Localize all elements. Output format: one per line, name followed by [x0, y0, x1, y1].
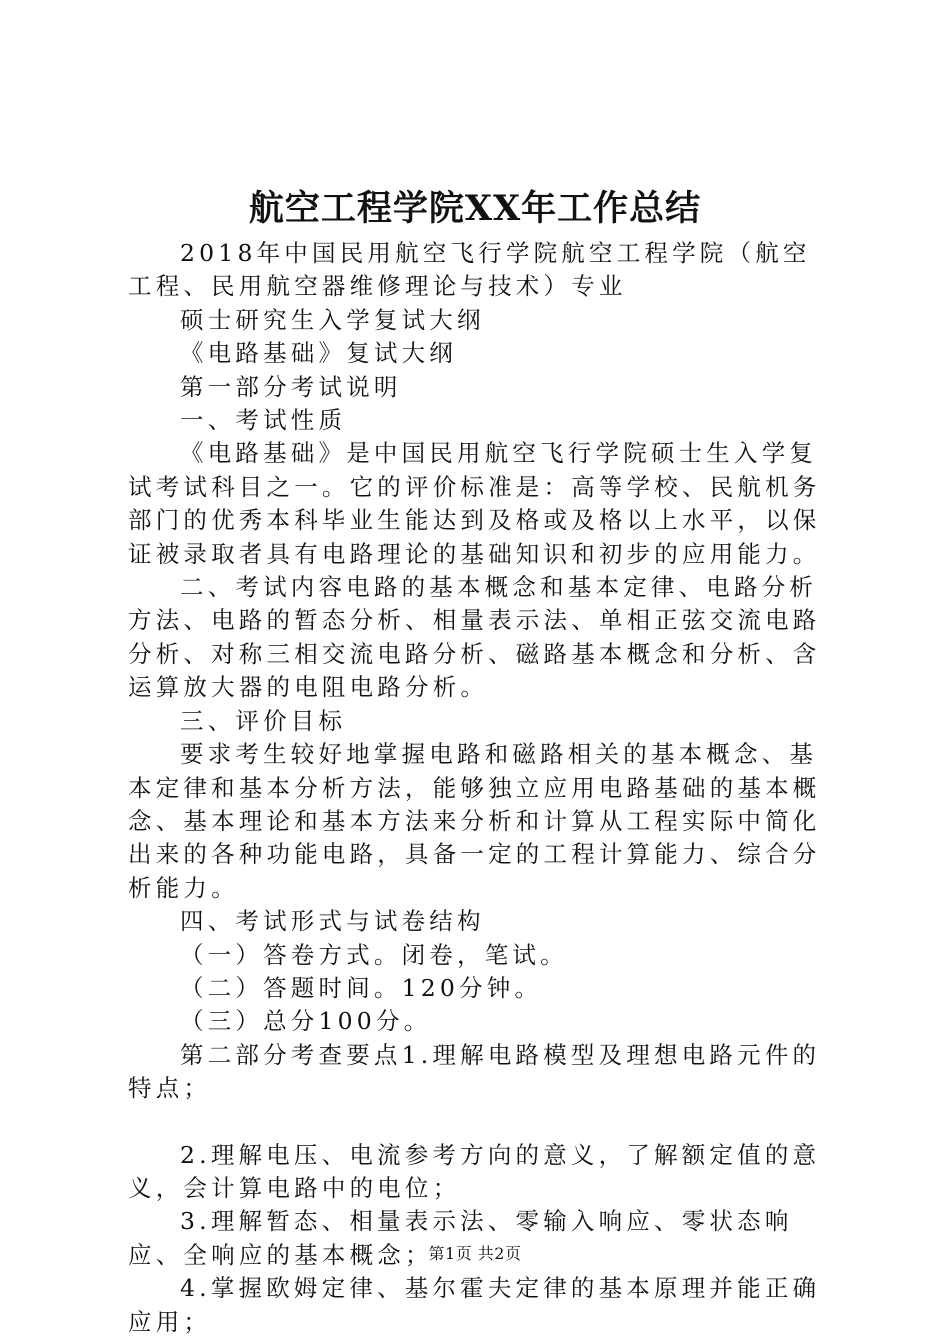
paragraph-answer-time: （二）答题时间。120分钟。: [180, 973, 543, 1002]
paragraph-total-score: （三）总分100分。: [180, 1007, 432, 1036]
paragraph-exam-nature: 《电路基础》是中国民用航空飞行学院硕士生入学复试考试科目之一。它的评价标准是：高等学校、民航机务部门的优秀本科毕业生能达到及格或及格以上水平，以保证被录取者具有电路理论的基础知识和初步的应用能力。: [128, 439, 821, 568]
document-body: [128, 237, 834, 1339]
paragraph-key-points-4: 4.掌握欧姆定律、基尔霍夫定律的基本原理并能正确应用；: [128, 1274, 821, 1336]
paragraph-outline-name: 硕士研究生入学复试大纲: [180, 305, 485, 334]
paragraph-evaluation-goals: 要求考生较好地掌握电路和磁路相关的基本概念、基本定律和基本分析方法，能够独立应用电路基础的基本概念、基本理论和基本方法来分析和计算从工程实际中简化出来的各种功能电路，具备一定的工程计算能力、综合分析能力。: [128, 740, 821, 902]
document-title: 航空工程学院XX年工作总结: [248, 188, 702, 229]
paragraph-answer-method: （一）答卷方式。闭卷，笔试。: [180, 940, 568, 969]
paragraph-gap: [128, 1106, 834, 1139]
paragraph-key-points-2: 2.理解电压、电流参考方向的意义，了解额定值的意义，会计算电路中的电位；: [128, 1140, 821, 1202]
paragraph-course-outline: 《电路基础》复试大纲: [180, 339, 457, 368]
paragraph-key-points-3: 3.理解暂态、相量表示法、零输入响应、零状态响应、全响应的基本概念；: [128, 1207, 793, 1269]
page-footer: 第1页 共2页: [428, 1244, 522, 1263]
paragraph-key-points-1: 第二部分考查要点1.理解电路模型及理想电路元件的特点；: [128, 1040, 821, 1103]
paragraph-part-one-heading: 第一部分考试说明: [180, 372, 402, 401]
paragraph-exam-nature-heading: 一、考试性质: [180, 406, 347, 435]
paragraph-evaluation-heading: 三、评价目标: [180, 706, 347, 735]
paragraph-exam-format-heading: 四、考试形式与试卷结构: [180, 907, 485, 936]
paragraph-exam-content: 二、考试内容电路的基本概念和基本定律、电路分析方法、电路的暂态分析、相量表示法、单相正弦交流电路分析、对称三相交流电路分析、磁路基本概念和分析、含运算放大器的电阻电路分析。: [128, 573, 821, 702]
paragraph-program-intro: 2018年中国民用航空飞行学院航空工程学院（航空工程、民用航空器维修理论与技术）专业: [128, 239, 811, 301]
